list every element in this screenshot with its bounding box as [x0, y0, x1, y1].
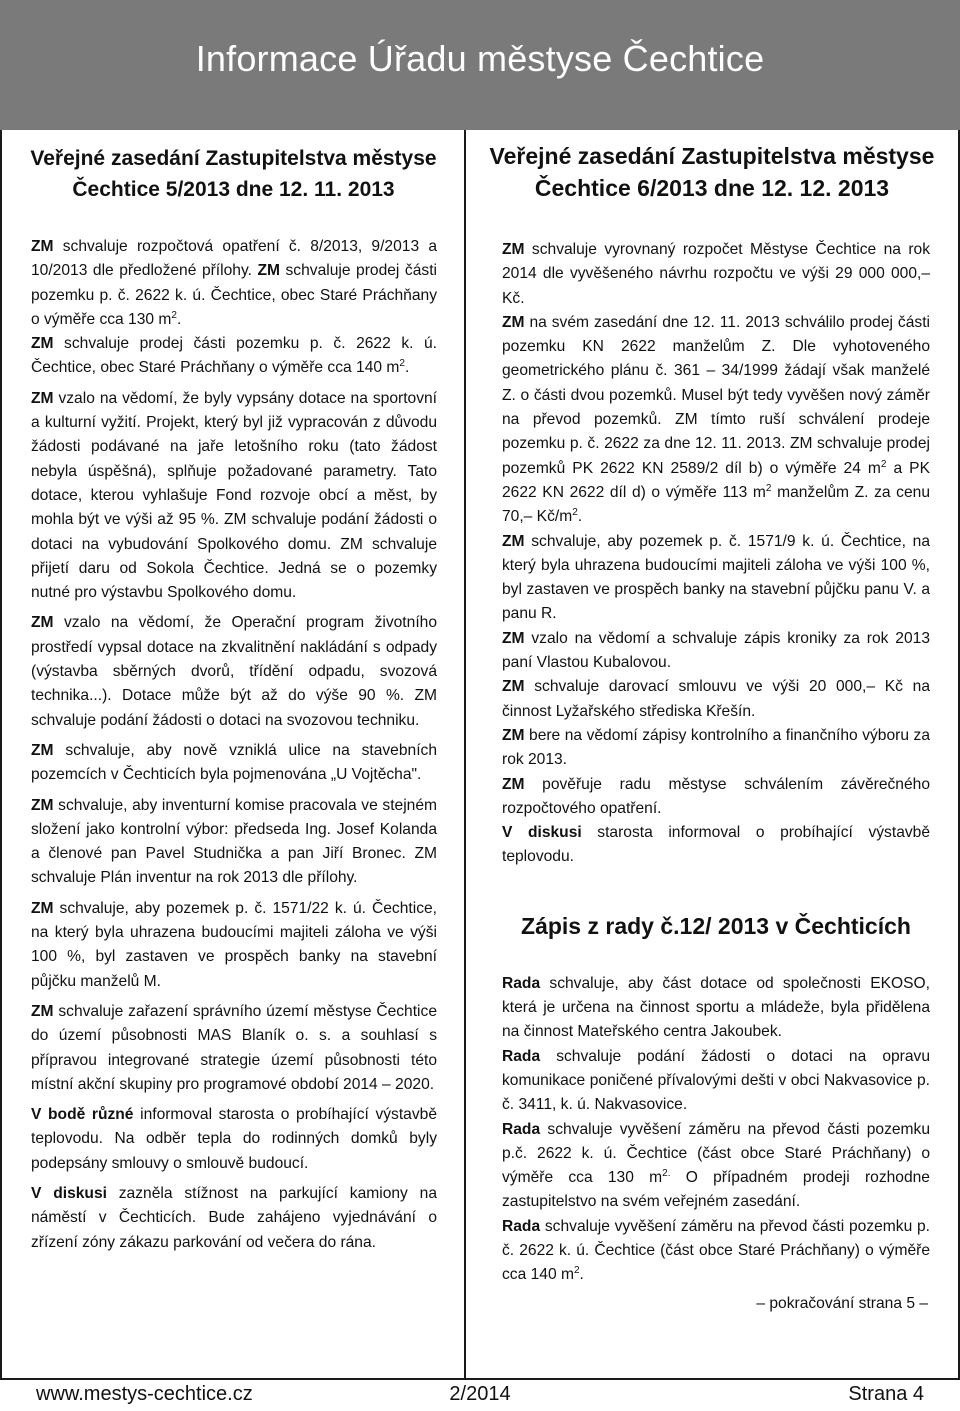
page-footer [0, 1383, 960, 1411]
right-p5-lead: ZM [502, 678, 525, 696]
page-title: Informace Úřadu městyse Čechtice [195, 38, 765, 79]
left-p2-sup: 2 [399, 358, 405, 370]
left-section-title-line1: Veřejné zasedání Zastupitelstva městyse [30, 147, 437, 170]
council-paragraph-4 [502, 1215, 930, 1288]
left-p2-end: . [404, 359, 410, 377]
council-p3-text2: O případném prodeji rozhodne zastupitelstvo na svém veřejném zasedání. [502, 1169, 930, 1211]
right-paragraph-8 [502, 821, 930, 870]
right-paragraph-4 [502, 627, 930, 676]
council-p4-lead: Rada [502, 1217, 541, 1235]
right-p2-text2: a PK 2622 KN 2622 díl d) o výměře 113 m [502, 459, 930, 501]
council-p4-text: schvaluje vyvěšení záměru na převod části pozemku p. č. 2622 k. ú. Čechtice (část obce Staré Práchňany) o výměře cca 140 m [502, 1217, 930, 1284]
right-p8-text: starosta informoval o probíhající výstavbě teplovodu. [502, 824, 931, 866]
left-p1-end: . [176, 310, 182, 328]
right-paragraph-3 [502, 530, 930, 627]
council-p4-sup: 2 [573, 1265, 580, 1277]
right-section-title-line1: Veřejné zasedání Zastupitelstva městyse [489, 143, 935, 169]
left-p2-text: schvaluje prodej části pozemku p. č. 2622 k. ú. Čechtice, obec Staré Práchňany o výměře cca 140 m [31, 335, 437, 377]
left-p7-text: schvaluje, aby pozemek p. č. 1571/22 k. ú. Čechtice, na který byla uhrazena budoucími majiteli záloha ve výši 100 %, byl zastaven ve prospěch banky na stavební půjčku manželů M. [31, 899, 437, 990]
left-p5-text: schvaluje, aby nově vzniklá ulice na stavebních pozemcích v Čechticích byla pojmenována „U Vojtěcha". [31, 741, 437, 784]
page-header [0, 0, 960, 130]
left-paragraph-10 [31, 1182, 437, 1255]
left-p10-lead: V diskusi [31, 1184, 107, 1202]
right-section-title-line2: Čechtice 6/2013 dne 12. 12. 2013 [534, 175, 890, 201]
right-paragraph-2 [502, 311, 930, 530]
left-section-heading [2, 130, 465, 205]
right-p3-lead: ZM [502, 532, 525, 550]
left-p5-lead: ZM [31, 741, 54, 759]
right-paragraph-5 [502, 675, 930, 724]
left-p3-lead: ZM [31, 389, 54, 407]
right-p2-sup3: 2 [572, 507, 578, 519]
left-p4-text: vzalo na vědomí, že Operační program životního prostředí vypsal dotace na zkvalitnění nakládání s odpady (výstavba sběrných dvorů, třídění odpadu, svozová technika...). Dotace může být až do výše 90 %. ZM schvaluje podání žádosti o dotaci na svozovou techniku. [31, 614, 437, 729]
left-p2-lead: ZM [31, 335, 54, 353]
left-p1-text2: schvaluje prodej části pozemku p. č. 2622 k. ú. Čechtice, obec Staré Práchňany o výměře cca 130 m [31, 262, 437, 328]
right-p7-lead: ZM [502, 775, 525, 793]
left-paragraph-8 [31, 1000, 437, 1097]
council-p3-text: schvaluje vyvěšení záměru na převod části pozemku p.č. 2622 k. ú. Čechtice (část obce Staré Práchňany) o výměře cca 130 m [502, 1120, 930, 1187]
left-p4-lead: ZM [31, 614, 54, 632]
left-paragraph-7 [31, 897, 437, 994]
left-paragraph-6 [31, 794, 437, 891]
left-p1-lead2: ZM [257, 262, 280, 280]
footer-issue: 2/2014 [449, 1383, 511, 1405]
right-section-heading [466, 130, 958, 204]
left-p10-text: zazněla stížnost na parkující kamiony na náměstí v Čechticích. Bude zahájeno vyjednávání o zřízení zóny zákazu parkování od večera do rána. [31, 1184, 437, 1251]
right-body [502, 238, 930, 1316]
left-p1-sup: 2 [171, 309, 177, 321]
council-p2-text: schvaluje podání žádosti o dotaci na opravu komunikace poničené přívalovými dešti v obci Nakvasovice p. č. 3411, k. ú. Nakvasovice. [502, 1047, 930, 1114]
left-p1-text: schvaluje rozpočtová opatření č. 8/2013, 9/2013 a 10/2013 dle předložené přílohy. [31, 238, 437, 280]
left-paragraph-4 [31, 611, 437, 732]
right-p2-sup1: 2 [880, 458, 887, 470]
left-paragraph-1 [31, 235, 437, 332]
continued-note: – pokračování strana 5 – [756, 1294, 928, 1312]
right-p1-text: schvaluje vyrovnaný rozpočet Městyse Čechtice na rok 2014 dle vyvěšeného návrhu rozpočtu ve výši 29 000 000,– Kč. [502, 241, 930, 307]
right-p1-lead: ZM [502, 241, 525, 258]
council-p3-sup: 2. [662, 1167, 671, 1179]
right-p2-sup2: 2 [765, 482, 772, 494]
council-minutes-title: Zápis z rady č.12/ 2013 v Čechticích [521, 912, 911, 939]
council-p3-lead: Rada [502, 1120, 541, 1138]
left-paragraph-2 [31, 332, 437, 381]
council-p1-lead: Rada [502, 974, 541, 992]
right-p2-lead: ZM [502, 313, 525, 331]
right-column [464, 130, 960, 1380]
left-p6-text: schvaluje, aby inventurní komise pracovala ve stejném složení jako kontrolní výbor: předseda Ing. Josef Kolanda a členové pan Pavel Studnička a pan Jiří Bronec. ZM schvaluje Plán inventur na rok 2013 dle přílohy. [31, 796, 437, 887]
left-body [31, 235, 437, 1255]
right-p6-text: bere na vědomí zápisy kontrolního a finančního výboru za rok 2013. [502, 726, 930, 769]
right-paragraph-6 [502, 724, 930, 773]
right-p2-text3: manželům Z. za cenu 70,– Kč/m [502, 483, 931, 526]
right-p3-text: schvaluje, aby pozemek p. č. 1571/9 k. ú. Čechtice, na který byla uhrazena budoucími majiteli záloha ve výši 100 %, byl zastaven ve prospěch banky na stavební půjčku panu V. a panu R. [502, 532, 930, 623]
left-paragraph-5 [31, 739, 437, 788]
right-p2-text: na svém zasedání dne 12. 11. 2013 schválilo prodej části pozemku KN 2622 manželům Z. Dle vyhotoveného geometrického plánu č. 361 – 34/1999 žádají však manželé Z. o části dvou pozemků. Musel být tedy vyvěšen nový záměr na převod pozemků. ZM tímto ruší schválení prodeje pozemku p. č. 2622 za dne 12. 11. 2013. ZM schvaluje prodej pozemků PK 2622 KN 2589/2 díl b) o výměře 24 m [502, 313, 930, 477]
right-paragraph-1 [502, 238, 930, 311]
left-p8-text: schvaluje zařazení správního území městyse Čechtice do území působnosti MAS Blaník o. s. a souhlasí s přípravou integrované strategie území působnosti této místní akční skupiny pro programové období 2014 – 2020. [31, 1002, 437, 1093]
left-p6-lead: ZM [31, 796, 54, 814]
right-paragraph-7 [502, 773, 930, 822]
council-p4-end: . [579, 1266, 584, 1284]
left-p9-lead: V bodě různé [31, 1106, 134, 1124]
footer-page-number: Strana 4 [848, 1383, 924, 1405]
council-p1-text: schvaluje, aby část dotace od společnosti EKOSO, která je určena na činnost sportu a mládeže, byla přidělena na činnost Mateřského centra Jakoubek. [502, 974, 930, 1041]
council-paragraph-2 [502, 1045, 930, 1118]
left-p3-text: vzalo na vědomí, že byly vypsány dotace na sportovní a kulturní vyžití. Projekt, který byl již vypracován z důvodu žádosti podávané na jaře letošního roku (tato žádost nebyla úspěšná), splňuje požadované parametry. Tato dotace, kterou vyhlašuje Fond rozvoje obcí a měst, by mohla být ve výši až 95 %. ZM schvaluje podání žádosti o dotaci na vybudování Spolkového domu. ZM schvaluje přijetí daru od Sokola Čechtice. Jedná se o pozemky nutné pro výstavbu Spolkového domu. [31, 389, 437, 602]
council-paragraph-3 [502, 1118, 930, 1215]
footer-website-link[interactable]: www.mestys-cechtice.cz [36, 1383, 253, 1405]
right-p7-text: pověřuje radu městyse schválením závěrečného rozpočtového opatření. [502, 775, 930, 817]
left-column [0, 130, 465, 1380]
right-p6-lead: ZM [502, 726, 525, 744]
right-p4-text: vzalo na vědomí a schvaluje zápis kroniky za rok 2013 paní Vlastou Kubalovou. [502, 629, 930, 672]
right-p5-text: schvaluje darovací smlouvu ve výši 20 000,– Kč na činnost Lyžařského střediska Křešín. [502, 678, 930, 720]
left-section-title-line2: Čechtice 5/2013 dne 12. 11. 2013 [72, 178, 395, 201]
right-p2-end: . [577, 508, 583, 526]
left-p7-lead: ZM [31, 899, 54, 917]
council-paragraph-1 [502, 972, 930, 1045]
right-p8-lead: V diskusi [502, 824, 582, 842]
left-p1-lead: ZM [31, 238, 54, 255]
council-p2-lead: Rada [502, 1047, 541, 1065]
left-p8-lead: ZM [31, 1002, 54, 1020]
left-paragraph-3 [31, 387, 437, 606]
left-p9-text: informoval starosta o probíhající výstavbě teplovodu. Na odběr tepla do rodinných domků byly podepsány smlouvy o smlouvě budoucí. [31, 1106, 437, 1172]
left-paragraph-9 [31, 1103, 437, 1176]
right-p4-lead: ZM [502, 629, 525, 647]
